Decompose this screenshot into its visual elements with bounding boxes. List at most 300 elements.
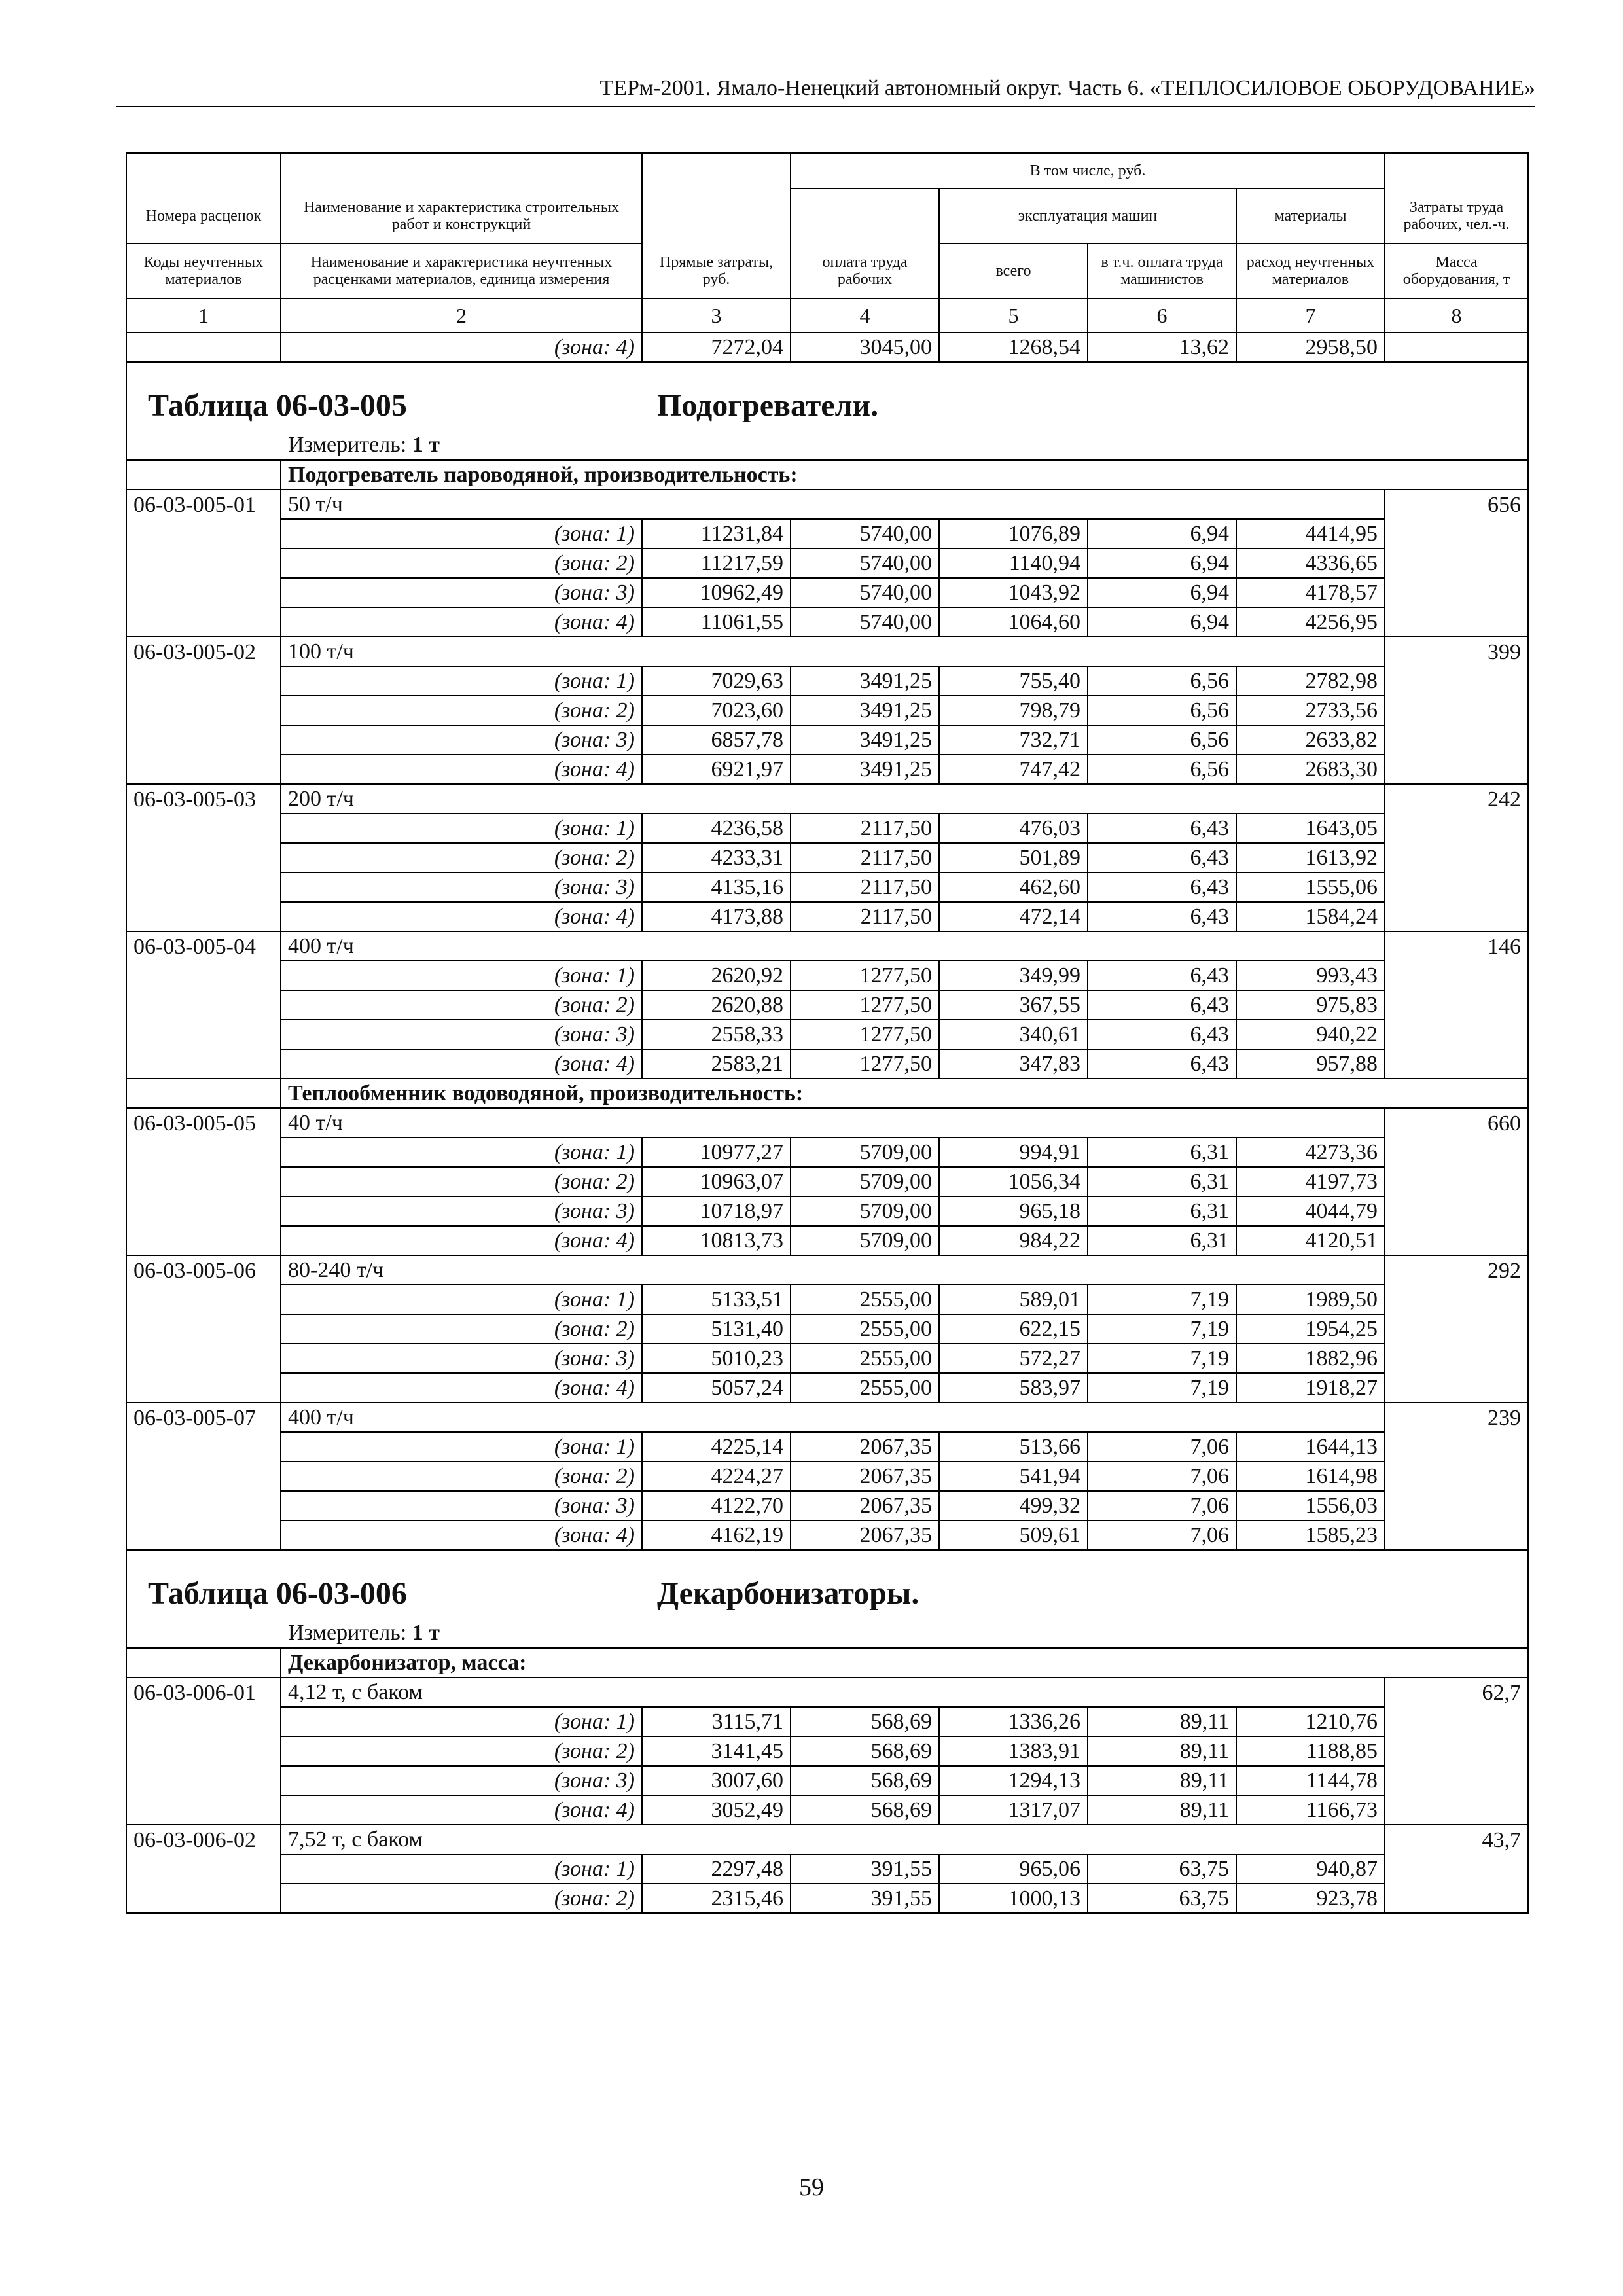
value-cell: 1317,07 xyxy=(939,1795,1088,1825)
code-spacer xyxy=(126,961,281,990)
code-spacer xyxy=(126,1766,281,1795)
value-cell: 4178,57 xyxy=(1236,578,1385,607)
col7-header: расход неучтенных материалов xyxy=(1236,243,1385,298)
value-cell: 2067,35 xyxy=(791,1491,939,1520)
labor-spacer xyxy=(1385,548,1528,578)
col6-header: в т.ч. оплата труда машинистов xyxy=(1088,243,1236,298)
zone-row xyxy=(126,755,1528,784)
value-cell: 4122,70 xyxy=(642,1491,791,1520)
item-row xyxy=(126,1108,1528,1138)
item-row xyxy=(126,490,1528,519)
zone-label: (зона: 2) xyxy=(281,548,642,578)
value-cell: 10813,73 xyxy=(642,1226,791,1255)
value-cell: 6921,97 xyxy=(642,755,791,784)
zone-label: (зона: 1) xyxy=(281,1432,642,1462)
item-row xyxy=(126,1825,1528,1854)
value-cell: 994,91 xyxy=(939,1138,1088,1167)
value-cell: 2117,50 xyxy=(791,872,939,902)
labor-spacer xyxy=(1385,1196,1528,1226)
value-cell: 2620,92 xyxy=(642,961,791,990)
value-cell: 3491,25 xyxy=(791,755,939,784)
value-cell: 541,94 xyxy=(939,1462,1088,1491)
value-cell: 6,31 xyxy=(1088,1138,1236,1167)
value-cell: 6,94 xyxy=(1088,607,1236,637)
value-cell: 568,69 xyxy=(791,1795,939,1825)
group-title: Подогреватель пароводяной, производительность: xyxy=(281,460,1528,490)
zone-label: (зона: 4) xyxy=(281,332,642,362)
zone-row xyxy=(126,1707,1528,1736)
labor-spacer xyxy=(1385,1520,1528,1550)
labor-spacer xyxy=(1385,1432,1528,1462)
value-cell: 3491,25 xyxy=(791,696,939,725)
labor-cost: 292 xyxy=(1385,1255,1528,1285)
labor-spacer xyxy=(1385,1049,1528,1079)
zone-row xyxy=(126,843,1528,872)
group-row xyxy=(126,460,1528,490)
col2-header-bottom: Наименование и характеристика неучтенных расценками материалов, единица измерения xyxy=(281,243,642,298)
code-spacer xyxy=(126,607,281,637)
zone-row xyxy=(126,961,1528,990)
labor-cost: 656 xyxy=(1385,490,1528,519)
group-title: Декарбонизатор, масса: xyxy=(281,1648,1528,1677)
labor-cost: 62,7 xyxy=(1385,1677,1528,1707)
zone-row xyxy=(126,1736,1528,1766)
labor-spacer xyxy=(1385,814,1528,843)
value-cell: 462,60 xyxy=(939,872,1088,902)
value-cell: 3141,45 xyxy=(642,1736,791,1766)
code-spacer xyxy=(126,872,281,902)
labor-spacer xyxy=(1385,1854,1528,1884)
labor-spacer xyxy=(1385,607,1528,637)
value-cell: 622,15 xyxy=(939,1314,1088,1344)
value-cell: 10962,49 xyxy=(642,578,791,607)
labor-spacer xyxy=(1385,990,1528,1020)
labor-spacer xyxy=(1385,1373,1528,1403)
zone-row xyxy=(126,1285,1528,1314)
table-title-box xyxy=(134,1551,1521,1647)
item-row xyxy=(126,1677,1528,1707)
zone-row xyxy=(126,1884,1528,1913)
rate-code: 06-03-006-01 xyxy=(126,1677,281,1707)
zone-label: (зона: 3) xyxy=(281,725,642,755)
col1-header-spacer xyxy=(126,153,281,188)
group-row xyxy=(126,1079,1528,1108)
value-cell: 6,31 xyxy=(1088,1167,1236,1196)
labor-cost: 242 xyxy=(1385,784,1528,814)
labor-cell xyxy=(1385,332,1528,362)
col1-header-bottom: Коды неучтенных материалов xyxy=(126,243,281,298)
col4-header-gap xyxy=(791,188,939,243)
col-number: 6 xyxy=(1088,298,1236,332)
labor-spacer xyxy=(1385,872,1528,902)
value-cell: 10963,07 xyxy=(642,1167,791,1196)
labor-spacer xyxy=(1385,519,1528,548)
zone-label: (зона: 3) xyxy=(281,1491,642,1520)
zone-label: (зона: 2) xyxy=(281,1462,642,1491)
value-cell: 583,97 xyxy=(939,1373,1088,1403)
value-cell: 1643,05 xyxy=(1236,814,1385,843)
value-cell: 5740,00 xyxy=(791,607,939,637)
value-cell: 6,56 xyxy=(1088,755,1236,784)
col-number: 1 xyxy=(126,298,281,332)
zone-row xyxy=(126,1020,1528,1049)
value-cell: 568,69 xyxy=(791,1736,939,1766)
zone-row xyxy=(126,1196,1528,1226)
value-cell: 6,43 xyxy=(1088,814,1236,843)
meter-label: Измеритель: xyxy=(288,433,407,457)
value-cell: 5709,00 xyxy=(791,1196,939,1226)
code-spacer xyxy=(126,1462,281,1491)
value-cell: 3007,60 xyxy=(642,1766,791,1795)
code-spacer xyxy=(126,1196,281,1226)
value-cell: 89,11 xyxy=(1088,1707,1236,1736)
code-spacer xyxy=(126,1314,281,1344)
code-spacer xyxy=(126,902,281,931)
rate-code: 06-03-005-05 xyxy=(126,1108,281,1138)
value-cell: 1585,23 xyxy=(1236,1520,1385,1550)
value-cell: 2067,35 xyxy=(791,1432,939,1462)
value-cell: 89,11 xyxy=(1088,1766,1236,1795)
col1-header-top: Номера расценок xyxy=(126,188,281,243)
running-header: ТЕРм-2001. Ямало-Ненецкий автономный округ. Часть 6. «ТЕПЛОСИЛОВОЕ ОБОРУДОВАНИЕ» xyxy=(116,71,1535,107)
value-cell: 7,06 xyxy=(1088,1462,1236,1491)
labor-spacer xyxy=(1385,1020,1528,1049)
materials-header: материалы xyxy=(1236,188,1385,243)
value-cell: 6,43 xyxy=(1088,872,1236,902)
col3-header-gap xyxy=(642,188,791,243)
value-cell: 3045,00 xyxy=(791,332,939,362)
code-spacer xyxy=(126,696,281,725)
value-cell: 10977,27 xyxy=(642,1138,791,1167)
value-cell: 2555,00 xyxy=(791,1285,939,1314)
value-cell: 5131,40 xyxy=(642,1314,791,1344)
labor-cost: 239 xyxy=(1385,1403,1528,1432)
value-cell: 2067,35 xyxy=(791,1462,939,1491)
value-cell: 589,01 xyxy=(939,1285,1088,1314)
value-cell: 1555,06 xyxy=(1236,872,1385,902)
value-cell: 2733,56 xyxy=(1236,696,1385,725)
value-cell: 6,56 xyxy=(1088,725,1236,755)
rate-code: 06-03-006-02 xyxy=(126,1825,281,1854)
col-number: 2 xyxy=(281,298,642,332)
value-cell: 1644,13 xyxy=(1236,1432,1385,1462)
zone-label: (зона: 4) xyxy=(281,1049,642,1079)
rate-name: 400 т/ч xyxy=(281,1403,1385,1432)
value-cell: 4414,95 xyxy=(1236,519,1385,548)
zone-label: (зона: 2) xyxy=(281,843,642,872)
col8-header-bottom: Масса оборудования, т xyxy=(1385,243,1528,298)
zone-row xyxy=(126,1226,1528,1255)
value-cell: 940,22 xyxy=(1236,1020,1385,1049)
value-cell: 11061,55 xyxy=(642,607,791,637)
value-cell: 1336,26 xyxy=(939,1707,1088,1736)
value-cell: 513,66 xyxy=(939,1432,1088,1462)
zone-label: (зона: 3) xyxy=(281,1344,642,1373)
value-cell: 5709,00 xyxy=(791,1167,939,1196)
value-cell: 7,06 xyxy=(1088,1432,1236,1462)
value-cell: 6,56 xyxy=(1088,666,1236,696)
zone-row xyxy=(126,519,1528,548)
zone-label: (зона: 2) xyxy=(281,1884,642,1913)
table-code: Таблица 06-03-006 xyxy=(148,1576,407,1611)
labor-spacer xyxy=(1385,1795,1528,1825)
value-cell: 798,79 xyxy=(939,696,1088,725)
zone-label: (зона: 4) xyxy=(281,1520,642,1550)
zone-row xyxy=(126,1491,1528,1520)
value-cell: 11217,59 xyxy=(642,548,791,578)
zone-label: (зона: 4) xyxy=(281,1373,642,1403)
value-cell: 984,22 xyxy=(939,1226,1088,1255)
code-spacer xyxy=(126,578,281,607)
group-title: Теплообменник водоводяной, производительность: xyxy=(281,1079,1528,1108)
value-cell: 367,55 xyxy=(939,990,1088,1020)
code-spacer xyxy=(126,519,281,548)
col5-header: всего xyxy=(939,243,1088,298)
col3-header: Прямые затраты, руб. xyxy=(642,243,791,298)
value-cell: 5740,00 xyxy=(791,548,939,578)
zone-row xyxy=(126,1373,1528,1403)
labor-spacer xyxy=(1385,696,1528,725)
code-spacer xyxy=(126,1020,281,1049)
labor-spacer xyxy=(1385,1707,1528,1736)
zone-label: (зона: 2) xyxy=(281,1167,642,1196)
zone-row xyxy=(126,814,1528,843)
labor-spacer xyxy=(1385,1167,1528,1196)
code-spacer xyxy=(126,1285,281,1314)
zone-row xyxy=(126,548,1528,578)
group-row xyxy=(126,1648,1528,1677)
labor-spacer xyxy=(1385,578,1528,607)
value-cell: 1056,34 xyxy=(939,1167,1088,1196)
zone-row xyxy=(126,902,1528,931)
zone-label: (зона: 3) xyxy=(281,578,642,607)
code-spacer xyxy=(126,1795,281,1825)
code-spacer xyxy=(126,1707,281,1736)
value-cell: 4120,51 xyxy=(1236,1226,1385,1255)
labor-spacer xyxy=(1385,1314,1528,1344)
item-row xyxy=(126,931,1528,961)
carry-code-cell xyxy=(126,332,281,362)
value-cell: 4162,19 xyxy=(642,1520,791,1550)
code-spacer xyxy=(126,1167,281,1196)
value-cell: 1954,25 xyxy=(1236,1314,1385,1344)
value-cell: 572,27 xyxy=(939,1344,1088,1373)
value-cell: 2117,50 xyxy=(791,843,939,872)
value-cell: 1000,13 xyxy=(939,1884,1088,1913)
col-number: 8 xyxy=(1385,298,1528,332)
value-cell: 568,69 xyxy=(791,1707,939,1736)
group-code-cell xyxy=(126,460,281,490)
col-number: 5 xyxy=(939,298,1088,332)
col-number: 4 xyxy=(791,298,939,332)
value-cell: 10718,97 xyxy=(642,1196,791,1226)
value-cell: 5709,00 xyxy=(791,1138,939,1167)
table-name: Подогреватели. xyxy=(657,388,879,423)
zone-row xyxy=(126,578,1528,607)
value-cell: 1166,73 xyxy=(1236,1795,1385,1825)
zone-row xyxy=(126,1138,1528,1167)
value-cell: 63,75 xyxy=(1088,1854,1236,1884)
value-cell: 4225,14 xyxy=(642,1432,791,1462)
value-cell: 3491,25 xyxy=(791,725,939,755)
rate-name: 100 т/ч xyxy=(281,637,1385,666)
item-row xyxy=(126,784,1528,814)
zone-row xyxy=(126,1795,1528,1825)
value-cell: 89,11 xyxy=(1088,1795,1236,1825)
value-cell: 747,42 xyxy=(939,755,1088,784)
value-cell: 6,43 xyxy=(1088,1020,1236,1049)
zone-row xyxy=(126,1167,1528,1196)
meter-label: Измеритель: xyxy=(288,1621,407,1645)
labor-cost: 399 xyxy=(1385,637,1528,666)
value-cell: 347,83 xyxy=(939,1049,1088,1079)
value-cell: 940,87 xyxy=(1236,1854,1385,1884)
value-cell: 1918,27 xyxy=(1236,1373,1385,1403)
value-cell: 2315,46 xyxy=(642,1884,791,1913)
labor-spacer xyxy=(1385,755,1528,784)
value-cell: 568,69 xyxy=(791,1766,939,1795)
zone-label: (зона: 1) xyxy=(281,1285,642,1314)
value-cell: 1989,50 xyxy=(1236,1285,1385,1314)
col3-header-spacer xyxy=(642,153,791,188)
zone-row xyxy=(126,990,1528,1020)
value-cell: 4336,65 xyxy=(1236,548,1385,578)
zone-row xyxy=(126,1520,1528,1550)
value-cell: 5133,51 xyxy=(642,1285,791,1314)
zone-label: (зона: 4) xyxy=(281,902,642,931)
rate-code: 06-03-005-07 xyxy=(126,1403,281,1432)
value-cell: 6,94 xyxy=(1088,548,1236,578)
value-cell: 7,19 xyxy=(1088,1314,1236,1344)
value-cell: 5010,23 xyxy=(642,1344,791,1373)
table-code: Таблица 06-03-005 xyxy=(148,388,407,423)
code-spacer xyxy=(126,666,281,696)
code-spacer xyxy=(126,814,281,843)
value-cell: 1064,60 xyxy=(939,607,1088,637)
meter-value: 1 т xyxy=(412,433,440,457)
value-cell: 391,55 xyxy=(791,1884,939,1913)
value-cell: 3491,25 xyxy=(791,666,939,696)
value-cell: 5740,00 xyxy=(791,578,939,607)
zone-label: (зона: 4) xyxy=(281,755,642,784)
zone-label: (зона: 1) xyxy=(281,1138,642,1167)
value-cell: 7,06 xyxy=(1088,1520,1236,1550)
value-cell: 1140,94 xyxy=(939,548,1088,578)
value-cell: 6,31 xyxy=(1088,1196,1236,1226)
code-spacer xyxy=(126,725,281,755)
code-spacer xyxy=(126,1049,281,1079)
zone-label: (зона: 2) xyxy=(281,1736,642,1766)
col8-header-top: Затраты труда рабочих, чел.-ч. xyxy=(1385,188,1528,243)
table-title-cell xyxy=(126,362,1528,460)
value-cell: 6,94 xyxy=(1088,519,1236,548)
value-cell: 89,11 xyxy=(1088,1736,1236,1766)
code-spacer xyxy=(126,843,281,872)
value-cell: 975,83 xyxy=(1236,990,1385,1020)
value-cell: 6,43 xyxy=(1088,902,1236,931)
code-spacer xyxy=(126,1138,281,1167)
group-code-cell xyxy=(126,1079,281,1108)
zone-label: (зона: 2) xyxy=(281,1314,642,1344)
code-spacer xyxy=(126,1432,281,1462)
value-cell: 7029,63 xyxy=(642,666,791,696)
value-cell: 1076,89 xyxy=(939,519,1088,548)
value-cell: 6,56 xyxy=(1088,696,1236,725)
value-cell: 1882,96 xyxy=(1236,1344,1385,1373)
value-cell: 1268,54 xyxy=(939,332,1088,362)
labor-spacer xyxy=(1385,1884,1528,1913)
zone-label: (зона: 1) xyxy=(281,666,642,696)
labor-cost: 660 xyxy=(1385,1108,1528,1138)
zone-label: (зона: 3) xyxy=(281,872,642,902)
labor-spacer xyxy=(1385,1491,1528,1520)
col-number: 3 xyxy=(642,298,791,332)
labor-cost: 146 xyxy=(1385,931,1528,961)
value-cell: 4044,79 xyxy=(1236,1196,1385,1226)
value-cell: 4135,16 xyxy=(642,872,791,902)
value-cell: 3115,71 xyxy=(642,1707,791,1736)
zone-label: (зона: 1) xyxy=(281,1707,642,1736)
meter xyxy=(288,431,440,459)
value-cell: 732,71 xyxy=(939,725,1088,755)
value-cell: 993,43 xyxy=(1236,961,1385,990)
page-number: 59 xyxy=(799,2174,824,2201)
zone-label: (зона: 4) xyxy=(281,1226,642,1255)
table-name: Декарбонизаторы. xyxy=(657,1576,919,1611)
code-spacer xyxy=(126,548,281,578)
zone-row xyxy=(126,607,1528,637)
table-title-cell xyxy=(126,1550,1528,1648)
col-number: 7 xyxy=(1236,298,1385,332)
value-cell: 1277,50 xyxy=(791,961,939,990)
code-spacer xyxy=(126,1373,281,1403)
value-cell: 6,43 xyxy=(1088,961,1236,990)
value-cell: 1294,13 xyxy=(939,1766,1088,1795)
value-cell: 349,99 xyxy=(939,961,1088,990)
labor-spacer xyxy=(1385,666,1528,696)
rate-code: 06-03-005-03 xyxy=(126,784,281,814)
rate-name: 400 т/ч xyxy=(281,931,1385,961)
code-spacer xyxy=(126,990,281,1020)
labor-spacer xyxy=(1385,1226,1528,1255)
zone-row xyxy=(126,872,1528,902)
zone-label: (зона: 1) xyxy=(281,1854,642,1884)
zone-row xyxy=(126,1314,1528,1344)
group-code-cell xyxy=(126,1648,281,1677)
value-cell: 965,06 xyxy=(939,1854,1088,1884)
value-cell: 6857,78 xyxy=(642,725,791,755)
meter-value: 1 т xyxy=(412,1621,440,1645)
value-cell: 2620,88 xyxy=(642,990,791,1020)
value-cell: 2555,00 xyxy=(791,1373,939,1403)
labor-spacer xyxy=(1385,1766,1528,1795)
labor-spacer xyxy=(1385,1736,1528,1766)
col2-header-spacer xyxy=(281,153,642,188)
table-title-box xyxy=(134,363,1521,459)
value-cell: 6,31 xyxy=(1088,1226,1236,1255)
code-spacer xyxy=(126,1736,281,1766)
rate-code: 06-03-005-04 xyxy=(126,931,281,961)
zone-label: (зона: 3) xyxy=(281,1766,642,1795)
labor-spacer xyxy=(1385,843,1528,872)
value-cell: 1613,92 xyxy=(1236,843,1385,872)
value-cell: 1383,91 xyxy=(939,1736,1088,1766)
col2-header-top: Наименование и характеристика строительных работ и конструкций xyxy=(281,188,642,243)
value-cell: 7,06 xyxy=(1088,1491,1236,1520)
value-cell: 472,14 xyxy=(939,902,1088,931)
value-cell: 1043,92 xyxy=(939,578,1088,607)
value-cell: 2067,35 xyxy=(791,1520,939,1550)
